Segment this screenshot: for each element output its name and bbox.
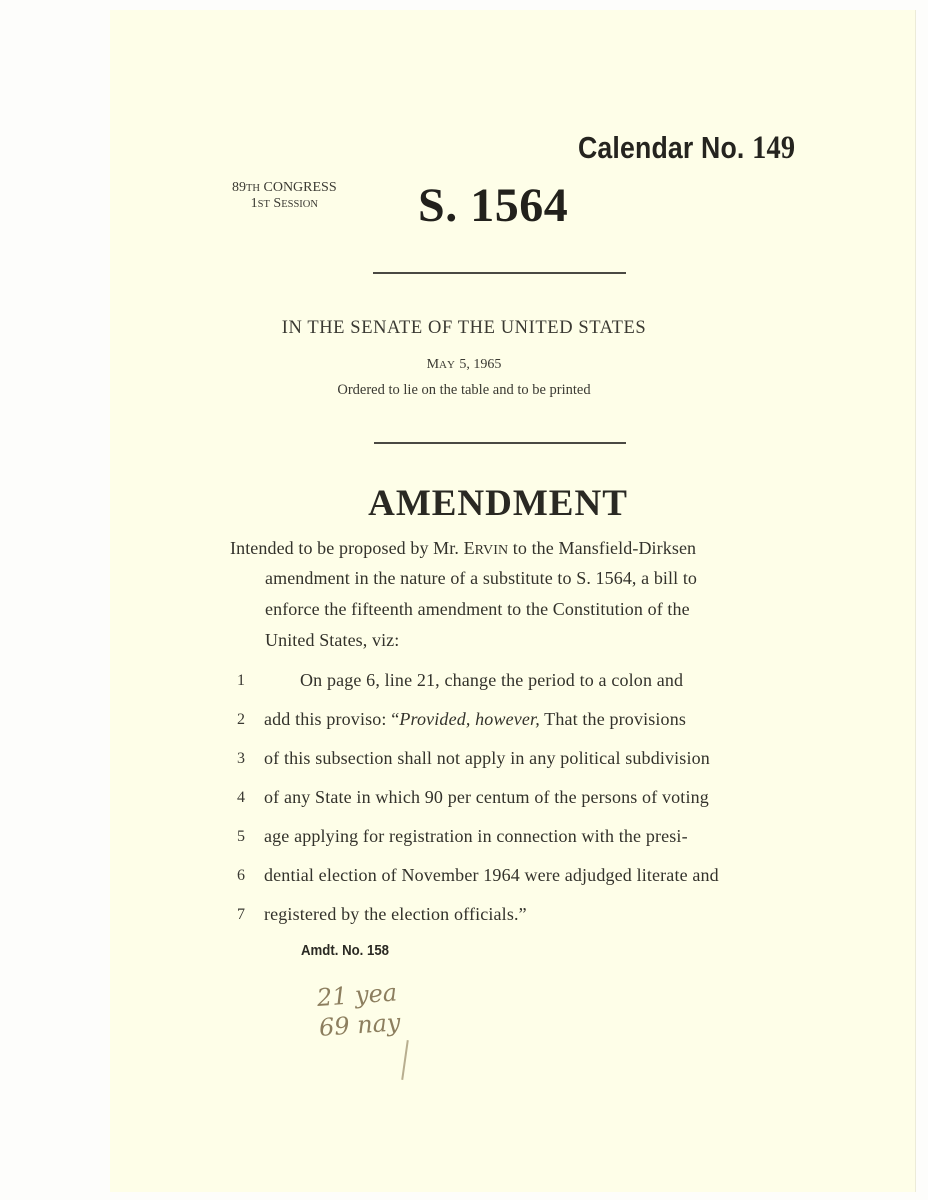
handwritten-note	[316, 978, 401, 1042]
body-line: of this subsection shall not apply in any political subdivision	[264, 748, 710, 768]
body-line: dential election of November 1964 were adjudged literate and	[264, 865, 719, 885]
body-line: registered by the election officials.”	[264, 904, 527, 924]
intro-line: United States, viz:	[265, 630, 400, 650]
divider-rule	[373, 272, 626, 274]
body-line: On page 6, line 21, change the period to a colon and	[300, 670, 684, 690]
body-line: add this proviso: “Provided, however, That the provisions	[264, 709, 686, 729]
ordered-line: Ordered to lie on the table and to be printed	[337, 382, 591, 398]
body-line: of any State in which 90 per centum of the persons of voting	[264, 787, 709, 807]
calendar-number: Calendar No. 149	[578, 130, 796, 166]
line-number: 4	[237, 789, 245, 806]
session-line: 1ST SESSION	[250, 196, 318, 211]
intro-line: enforce the fifteenth amendment to the Constitution of the	[265, 599, 690, 619]
bill-number: S. 1564	[418, 179, 569, 232]
congress-line: 89TH CONGRESS	[232, 180, 337, 195]
document-title: AMENDMENT	[368, 483, 628, 524]
handwritten-yea: 21 yea	[316, 978, 399, 1012]
line-number: 2	[237, 711, 245, 728]
chamber-heading: IN THE SENATE OF THE UNITED STATES	[281, 318, 647, 338]
line-number: 1	[237, 672, 245, 689]
handwritten-nay: 69 nay	[318, 1008, 402, 1042]
body-line: age applying for registration in connection with the presi-	[264, 826, 688, 846]
intro-line: Intended to be proposed by Mr. ERVIN to the Mansfield-Dirksen	[230, 538, 697, 558]
line-number: 5	[237, 828, 245, 845]
intro-line: amendment in the nature of a substitute to S. 1564, a bill to	[265, 568, 698, 588]
congress-session	[232, 180, 337, 212]
line-number: 6	[237, 867, 245, 884]
line-number: 3	[237, 750, 245, 767]
amendment-number: Amdt. No. 158	[301, 942, 390, 959]
divider-rule	[374, 442, 626, 444]
line-number: 7	[237, 906, 245, 923]
date-line: MAY 5, 1965	[426, 357, 502, 372]
